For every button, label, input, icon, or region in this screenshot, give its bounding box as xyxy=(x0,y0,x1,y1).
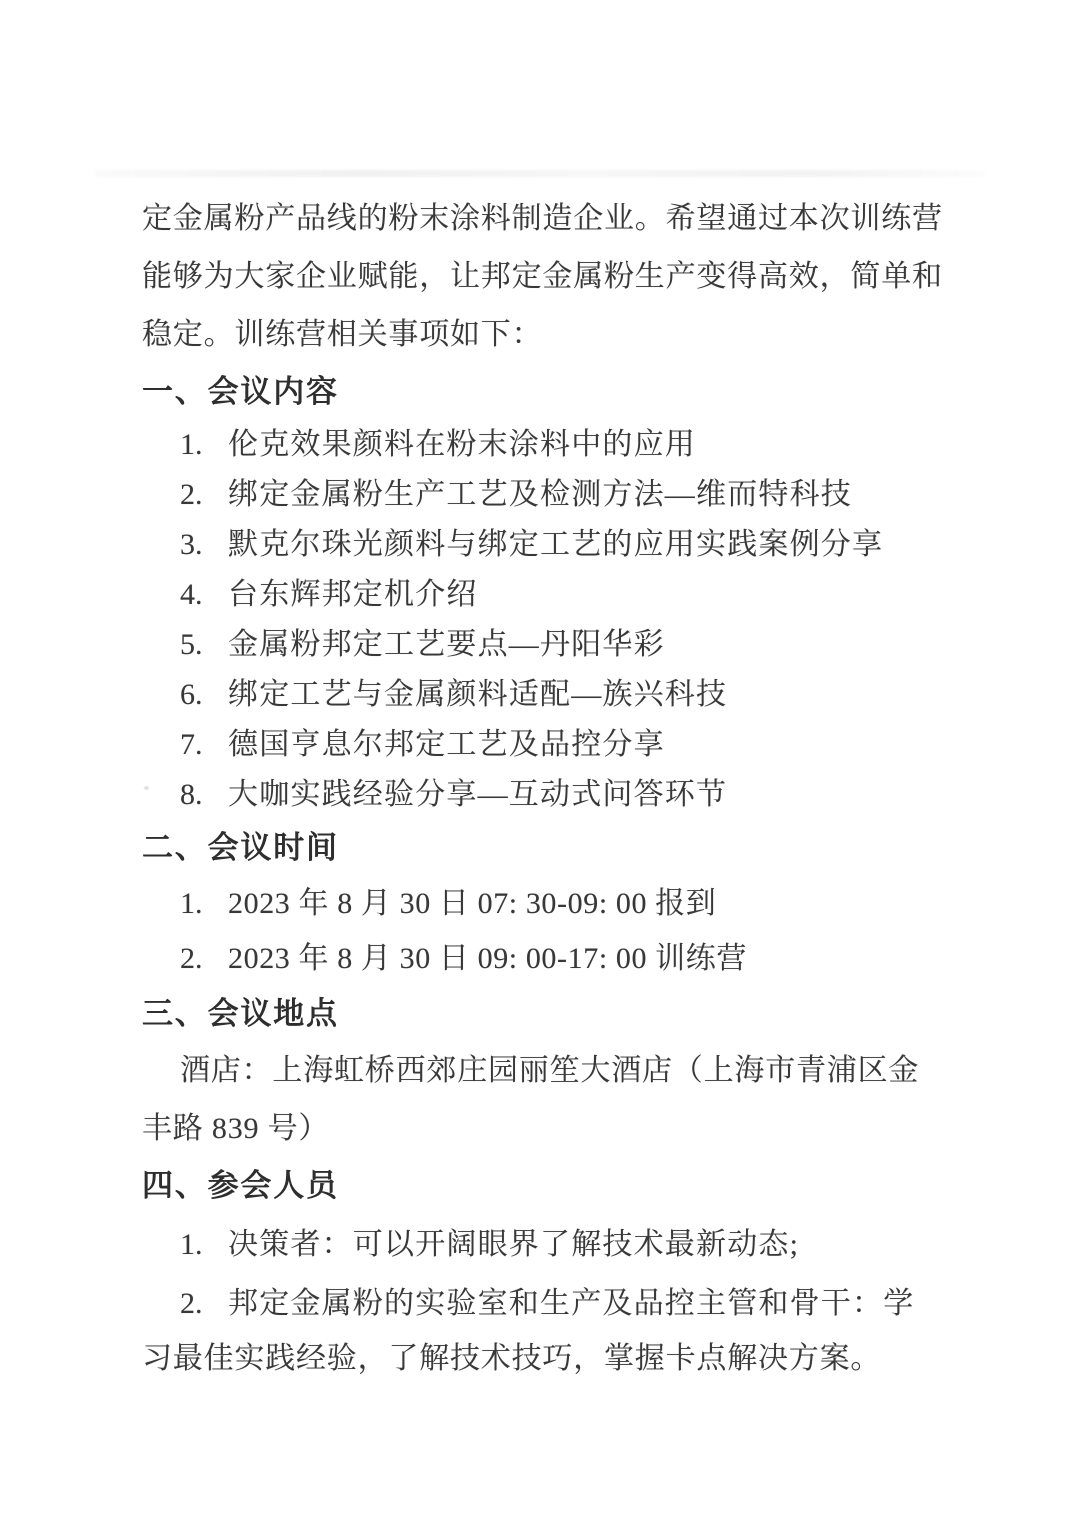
agenda-item-4-number: 4. xyxy=(180,578,203,611)
time-list xyxy=(142,876,942,986)
agenda-item-6-text: 绑定工艺与金属颜料适配—族兴科技 xyxy=(228,678,728,711)
agenda-item-7 xyxy=(142,720,942,770)
agenda-item-2-text: 绑定金属粉生产工艺及检测方法—维而特科技 xyxy=(228,478,852,511)
attendee-item-2-continuation: 习最佳实践经验，了解技术技巧，掌握卡点解决方案。 xyxy=(142,1342,882,1375)
scan-artifact-streak xyxy=(95,170,985,177)
agenda-item-4 xyxy=(142,570,942,620)
agenda-item-4-text: 台东辉邦定机介绍 xyxy=(228,578,478,611)
attendee-item-2-text: 邦定金属粉的实验室和生产及品控主管和骨干：学 xyxy=(228,1287,915,1320)
intro-line-2: 能够为大家企业赋能，让邦定金属粉生产变得高效，简单和 xyxy=(142,260,943,293)
agenda-item-2-number: 2. xyxy=(180,478,203,511)
document-content xyxy=(142,190,942,1386)
agenda-item-7-number: 7. xyxy=(180,728,203,761)
venue-hotel-name: 上海虹桥西郊庄园丽笙大酒店（上海市青浦区金 xyxy=(272,1054,920,1087)
agenda-item-1-number: 1. xyxy=(180,428,203,461)
intro-line-1: 定金属粉产品线的粉末涂料制造企业。希望通过本次训练营 xyxy=(142,202,943,235)
venue-paragraph xyxy=(142,1042,942,1158)
time-item-2-text: 2023 年 8 月 30 日 09: 00-17: 00 训练营 xyxy=(228,942,747,975)
intro-paragraph xyxy=(142,190,942,364)
agenda-item-8 xyxy=(142,770,942,820)
section-heading-agenda: 一、会议内容 xyxy=(142,374,339,409)
attendee-item-1 xyxy=(142,1214,942,1276)
agenda-item-8-text: 大咖实践经验分享—互动式问答环节 xyxy=(228,778,728,811)
attendee-item-2 xyxy=(142,1276,942,1331)
agenda-item-1-text: 伦克效果颜料在粉末涂料中的应用 xyxy=(228,428,696,461)
agenda-item-5-text: 金属粉邦定工艺要点—丹阳华彩 xyxy=(228,628,665,661)
agenda-item-7-text: 德国亨息尔邦定工艺及品控分享 xyxy=(228,728,665,761)
time-item-1-text: 2023 年 8 月 30 日 07: 30-09: 00 报到 xyxy=(228,887,717,920)
section-heading-time: 二、会议时间 xyxy=(142,830,339,865)
intro-line-3: 稳定。训练营相关事项如下： xyxy=(142,318,543,351)
section-heading-venue: 三、会议地点 xyxy=(142,996,339,1031)
attendees-list xyxy=(142,1214,942,1386)
agenda-list xyxy=(142,420,942,820)
time-item-1-number: 1. xyxy=(180,887,203,920)
venue-line-1 xyxy=(142,1042,942,1100)
attendee-item-2-number: 2. xyxy=(180,1287,203,1320)
agenda-item-3-text: 默克尔珠光颜料与绑定工艺的应用实践案例分享 xyxy=(228,528,884,561)
agenda-item-3-number: 3. xyxy=(180,528,203,561)
agenda-item-5-number: 5. xyxy=(180,628,203,661)
agenda-item-3 xyxy=(142,520,942,570)
time-item-2 xyxy=(142,931,942,986)
agenda-item-5 xyxy=(142,620,942,670)
venue-label: 酒店： xyxy=(180,1054,273,1087)
section-heading-attendees: 四、参会人员 xyxy=(142,1168,339,1203)
agenda-item-6 xyxy=(142,670,942,720)
attendee-item-1-number: 1. xyxy=(180,1228,203,1261)
attendee-item-1-text: 决策者：可以开阔眼界了解技术最新动态; xyxy=(228,1228,800,1261)
agenda-item-8-number: 8. xyxy=(180,778,203,811)
venue-line-2: 丰路 839 号） xyxy=(142,1112,330,1145)
agenda-item-6-number: 6. xyxy=(180,678,203,711)
agenda-item-2 xyxy=(142,470,942,520)
time-item-2-number: 2. xyxy=(180,942,203,975)
time-item-1 xyxy=(142,876,942,931)
agenda-item-1 xyxy=(142,420,942,470)
